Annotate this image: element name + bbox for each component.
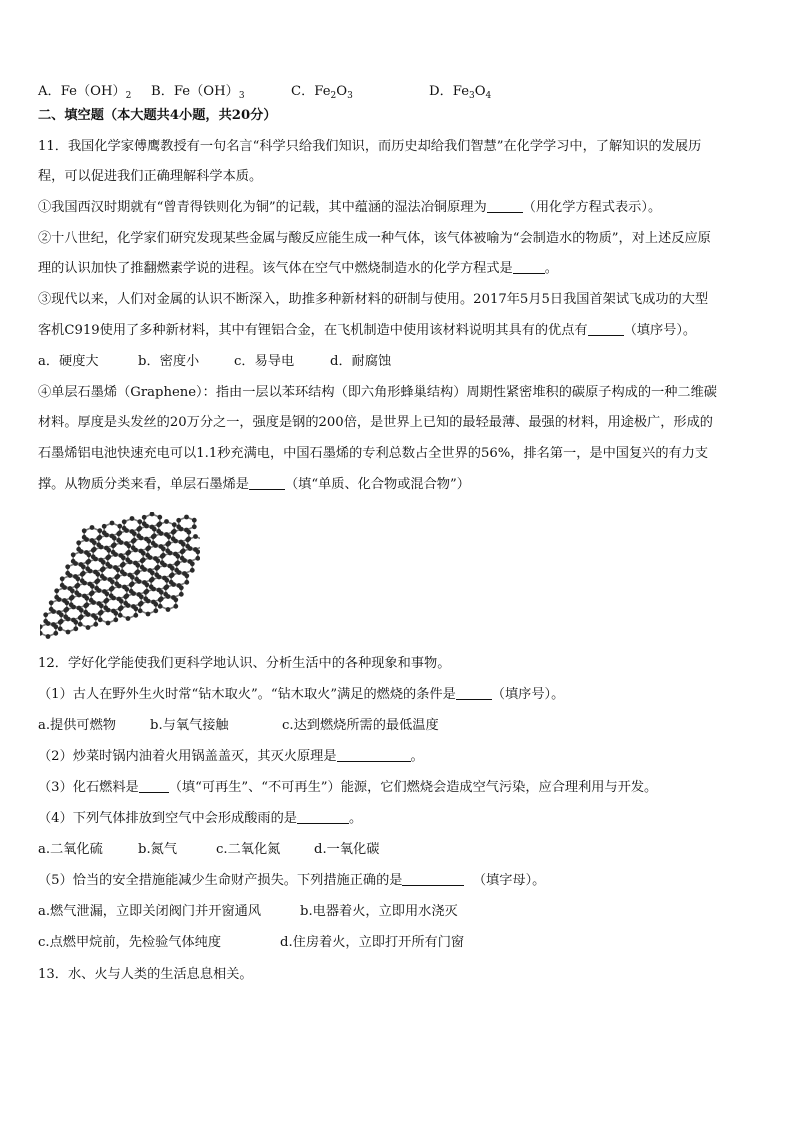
q12-sub5-options-row1 [38,902,458,922]
q12-sub1-options [38,716,439,736]
q10-options [38,82,491,102]
q11-part3-option-c[interactable]: c．易导电 [234,354,295,369]
section-title: 二、填空题（本大题共4小题，共20分） [38,108,277,123]
q11-part4-line4: 撑。从物质分类来看，单层石墨烯是 （填“单质、化合物或混合物”） [38,477,470,492]
q10-option-a[interactable]: A．$Fe(OH)_2$ [38,84,132,101]
q11-part4-line1: ④单层石墨烯（Graphene）：指由一层以苯环结构（即六角形蜂巢结构）周期性紧密堆积的碳原子构成的一种二维碳 [38,385,717,400]
q12-sub1-answer-blank[interactable] [456,687,492,700]
q11-stem-line1: 11．我国化学家傅鹰教授有一句名言“科学只给我们知识，而历史却给我们智慧”在化学学习中，了解知识的发展历 [38,139,702,154]
q11-part3-line1: ③现代以来，人们对金属的认识不断深入，助推多种新材料的研制与使用。2017年5月5日我国首架试飞成功的大型 [38,292,709,307]
q11-part3-option-a[interactable]: a．硬度大 [38,354,99,369]
q12-sub4: （4）下列气体排放到空气中会形成酸雨的是 。 [38,811,363,826]
q12-sub5-option-a[interactable]: a.燃气泄漏，立即关闭阀门并开窗通风 [38,904,262,919]
q12-sub4-options [38,840,379,860]
q11-part3-option-d[interactable]: d．耐腐蚀 [330,354,392,369]
q12-sub4-answer-blank[interactable] [297,811,349,824]
q10-option-d[interactable]: D．$Fe_3O_4$ [429,84,492,101]
q12-sub3-answer-blank[interactable] [139,780,169,793]
q12-sub5-option-b[interactable]: b.电器着火，立即用水浇灭 [300,904,458,919]
q11-part1: ①我国西汉时期就有“曾青得铁则化为铜”的记载，其中蕴涵的湿法冶铜原理为 （用化学方程式表示）。 [38,200,662,215]
q10-option-b[interactable]: B．$Fe(OH)_3$ [151,84,245,101]
q12-sub5-answer-blank[interactable] [402,873,464,886]
graphene-lattice-image [40,512,200,642]
q11-part2-answer-blank[interactable] [513,261,545,274]
q11-part4-answer-blank[interactable] [249,477,285,490]
q12-sub4-option-b[interactable]: b.氮气 [138,842,178,857]
q11-part4-line2: 材料。厚度是头发丝的20万分之一，强度是钢的200倍，是世界上已知的最轻最薄、最强的材料，用途极广，形成的 [38,415,713,430]
q11-part3-answer-blank[interactable] [588,323,624,336]
q12-sub1: （1）古人在野外生火时常“钻木取火”。“钻木取火”满足的燃烧的条件是 （填序号）。 [38,687,565,702]
q12-sub1-option-b[interactable]: b.与氧气接触 [150,718,229,733]
q12-sub1-option-a[interactable]: a.提供可燃物 [38,718,116,733]
q12-sub5-options-row2 [38,933,464,953]
q11-part3-option-b[interactable]: b．密度小 [138,354,200,369]
q11-part3-options [38,352,391,372]
q11-part3-line2: 客机C919使用了多种新材料，其中有锂铝合金，在飞机制造中使用该材料说明其具有的优点有 （填序号）。 [38,323,697,338]
q12-sub3: （3）化石燃料是 （填“可再生”、“不可再生”）能源，它们燃烧会造成空气污染，应合理利用与开发。 [38,780,658,795]
q12-sub2: （2）炒菜时锅内油着火用锅盖盖灭，其灭火原理是 。 [38,749,424,764]
q12-sub5-option-d[interactable]: d.住房着火，立即打开所有门窗 [280,935,465,950]
q11-part2-line1: ②十八世纪，化学家们研究发现某些金属与酸反应能生成一种气体，该气体被喻为“会制造水的物质”，对上述反应原 [38,231,711,246]
q11-part2-line2: 理的认识加快了推翻燃素学说的进程。该气体在空气中燃烧制造水的化学方程式是 。 [38,261,558,276]
q12-stem: 12．学好化学能使我们更科学地认识、分析生活中的各种现象和事物。 [38,656,451,671]
q10-option-c[interactable]: C．$Fe_2O_3$ [291,84,353,101]
q11-part4-line3: 石墨烯铝电池快速充电可以1.1秒充满电，中国石墨烯的专利总数占全世界的56%，排名第一，是中国复兴的有力支 [38,446,709,461]
q12-sub4-option-c[interactable]: c.二氧化氮 [216,842,281,857]
q12-sub2-answer-blank[interactable] [337,749,411,762]
q12-sub1-option-c[interactable]: c.达到燃烧所需的最低温度 [282,718,439,733]
q12-sub5-option-c[interactable]: c.点燃甲烷前，先检验气体纯度 [38,935,222,950]
q11-part1-answer-blank[interactable] [487,200,523,213]
q11-stem-line2: 程，可以促进我们正确理解科学本质。 [38,169,263,184]
q12-sub5: （5）恰当的安全措施能减少生命财产损失。下列措施正确的是 （填字母）。 [38,873,546,888]
q12-sub4-option-d[interactable]: d.一氧化碳 [314,842,380,857]
q13-stem: 13．水、火与人类的生活息息相关。 [38,967,253,982]
q12-sub4-option-a[interactable]: a.二氧化硫 [38,842,103,857]
